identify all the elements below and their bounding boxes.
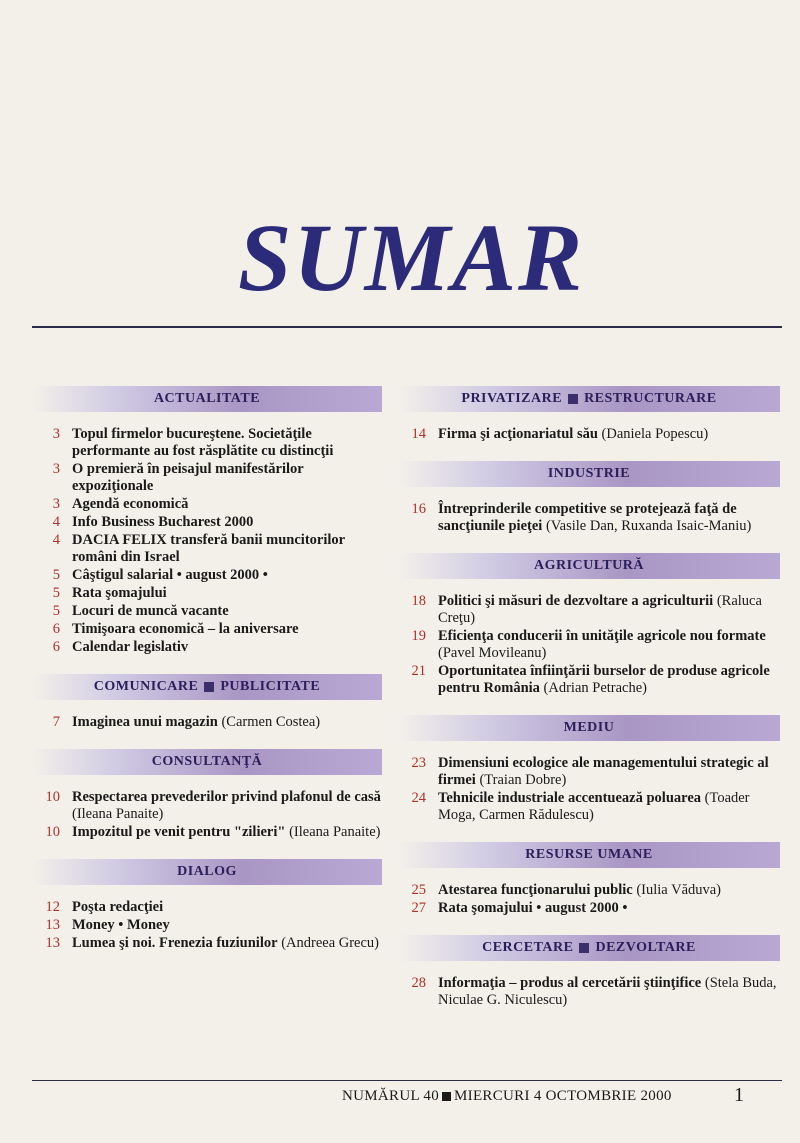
toc-entry[interactable] [32, 639, 382, 656]
toc-entry-title: DACIA FELIX transferă banii muncitorilor români din Israel [72, 532, 345, 565]
toc-entry[interactable] [398, 426, 780, 443]
toc-entry-text [438, 900, 780, 917]
toc-page-number: 28 [411, 975, 426, 991]
toc-entry[interactable] [32, 935, 382, 952]
toc-entry[interactable] [398, 882, 780, 899]
toc-entry-title: Eficienţa conducerii în unităţile agricole nou formate [438, 628, 766, 644]
toc-entry-author: (Pavel Movileanu) [438, 645, 547, 661]
section [398, 715, 780, 824]
toc-page-number: 3 [52, 461, 60, 477]
toc-page-number: 19 [411, 628, 426, 644]
section-heading: RESURSE UMANE [398, 842, 780, 868]
section-heading: CONSULTANŢĂ [32, 749, 382, 775]
separator-square-icon [204, 682, 214, 692]
section-heading-part: PUBLICITATE [220, 679, 321, 694]
toc-entry[interactable] [32, 714, 382, 731]
toc-entry-title: Întreprinderile competitive se protejează faţă de sancţiunile pieţei [438, 501, 737, 534]
toc-entry-text [72, 532, 382, 566]
toc-entry-author: (Carmen Costea) [217, 714, 321, 730]
section-heading: DIALOG [32, 859, 382, 885]
toc-entry-text [72, 496, 382, 513]
toc-entry[interactable] [32, 496, 382, 513]
issue-number: NUMĂRUL 40 [342, 1088, 440, 1104]
toc-page-number: 5 [52, 585, 60, 601]
toc-entry-title: Câştigul salarial • august 2000 • [72, 567, 268, 583]
toc-entry-text [438, 663, 780, 697]
toc-entry-title: O premieră în peisajul manifestărilor expoziţionale [72, 461, 304, 494]
toc-entry-text [438, 501, 780, 535]
section-heading: AGRICULTURĂ [398, 553, 780, 579]
toc-page-number: 25 [411, 882, 426, 898]
toc-entry-author: (Ileana Panaite) [72, 806, 164, 822]
section [398, 461, 780, 535]
section-heading [398, 935, 780, 961]
toc-page-number: 3 [52, 496, 60, 512]
toc-page-number: 6 [52, 621, 60, 637]
toc-page-number: 23 [411, 755, 426, 771]
toc-page-number: 18 [411, 593, 426, 609]
title-rule [32, 326, 782, 328]
section-heading-part: COMUNICARE [93, 679, 199, 694]
section-heading-part: DEZVOLTARE [595, 940, 696, 955]
toc-entry-text [72, 567, 382, 584]
toc-entry[interactable] [32, 621, 382, 638]
toc-page-number: 7 [52, 714, 60, 730]
toc-entry-author: (Vasile Dan, Ruxanda Isaic-Maniu) [542, 518, 752, 534]
toc-entry-author: (Raluca Creţu) [438, 593, 762, 626]
toc-entry[interactable] [32, 461, 382, 495]
toc-entry[interactable] [398, 900, 780, 917]
section [32, 674, 382, 731]
section-heading-part: PRIVATIZARE [461, 391, 563, 406]
toc-page-number: 4 [52, 514, 60, 530]
toc-entry-title: Agendă economică [72, 496, 189, 512]
toc-entry-text [72, 639, 382, 656]
toc-entry[interactable] [398, 663, 780, 697]
section-heading [32, 674, 382, 700]
toc-entry[interactable] [32, 514, 382, 531]
toc-entry-title: Rata şomajului [72, 585, 167, 601]
toc-entry[interactable] [32, 899, 382, 916]
section [398, 553, 780, 697]
toc-entry-title: Poşta redacţiei [72, 899, 164, 915]
toc-entry-text [438, 593, 780, 627]
toc-entry-title: Oportunitatea înfiinţării burselor de produse agricole pentru România [438, 663, 770, 696]
toc-entry[interactable] [32, 789, 382, 823]
toc-entry[interactable] [398, 790, 780, 824]
toc-entry-title: Dimensiuni ecologice ale managementului strategic al firmei [438, 755, 769, 788]
toc-entry[interactable] [32, 426, 382, 460]
toc-page-number: 13 [45, 917, 60, 933]
section-heading: INDUSTRIE [398, 461, 780, 487]
section [32, 386, 382, 656]
toc-entry-title: Informaţia – produs al cercetării ştiinţifice [438, 975, 702, 991]
toc-entry-author: (Iulia Văduva) [632, 882, 722, 898]
toc-entry-text [438, 426, 780, 443]
section [398, 842, 780, 917]
toc-entry-title: Imaginea unui magazin [72, 714, 218, 730]
section-heading [398, 386, 780, 412]
toc-entry-author: (Stela Buda, Niculae G. Niculescu) [438, 975, 777, 1008]
separator-square-icon [442, 1092, 451, 1101]
toc-page-number: 12 [45, 899, 60, 915]
toc-entry-title: Impozitul pe venit pentru "zilieri" [72, 824, 286, 840]
toc-page-number: 21 [411, 663, 426, 679]
separator-square-icon [568, 394, 578, 404]
toc-entry-text [72, 603, 382, 620]
toc-entry-text [72, 789, 382, 823]
toc-page-number: 14 [411, 426, 426, 442]
toc-entry[interactable] [398, 593, 780, 627]
toc-entry[interactable] [32, 824, 382, 841]
toc-entry[interactable] [32, 603, 382, 620]
toc-entry-text [72, 917, 382, 934]
page-title: SUMAR [238, 204, 585, 311]
left-column [32, 386, 382, 970]
toc-page-number: 27 [411, 900, 426, 916]
toc-entry-text [72, 899, 382, 916]
toc-page-number: 16 [411, 501, 426, 517]
toc-entry-title: Lumea şi noi. Frenezia fuziunilor [72, 935, 278, 951]
toc-entry-author: (Daniela Popescu) [597, 426, 709, 442]
section-heading-part: CERCETARE [482, 940, 574, 955]
footer-issue-line [342, 1088, 672, 1105]
toc-entry-title: Calendar legislativ [72, 639, 189, 655]
toc-entry-title: Locuri de muncă vacante [72, 603, 229, 619]
toc-entry-text [72, 714, 382, 731]
section [32, 749, 382, 841]
toc-entry-title: Rata şomajului • august 2000 • [438, 900, 628, 916]
toc-page-number: 5 [52, 567, 60, 583]
toc-page-number: 24 [411, 790, 426, 806]
toc-entry[interactable] [398, 628, 780, 662]
toc-entry-author: (Ileana Panaite) [285, 824, 381, 840]
issue-date: MIERCURI 4 OCTOMBRIE 2000 [454, 1088, 672, 1104]
toc-entry-text [438, 755, 780, 789]
toc-page-number: 13 [45, 935, 60, 951]
toc-entry[interactable] [32, 532, 382, 566]
footer-rule [32, 1080, 782, 1081]
toc-entry-title: Atestarea funcţionarului public [438, 882, 633, 898]
page-number: 1 [734, 1084, 744, 1106]
toc-page-number: 10 [45, 789, 60, 805]
toc-entry[interactable] [398, 755, 780, 789]
section [398, 386, 780, 443]
toc-entry-title: Respectarea prevederilor privind plafonul de casă [72, 789, 381, 805]
toc-entry[interactable] [398, 975, 780, 1009]
toc-entry-text [72, 824, 382, 841]
toc-entry-author: (Toader Moga, Carmen Rădulescu) [438, 790, 750, 823]
section [398, 935, 780, 1009]
section-heading: MEDIU [398, 715, 780, 741]
toc-entry-title: Politici şi măsuri de dezvoltare a agriculturii [438, 593, 714, 609]
toc-page-number: 3 [52, 426, 60, 442]
toc-entry[interactable] [398, 501, 780, 535]
toc-page-number: 4 [52, 532, 60, 548]
toc-entry-title: Info Business Bucharest 2000 [72, 514, 254, 530]
toc-page-number: 10 [45, 824, 60, 840]
toc-entry-author: (Adrian Petrache) [539, 680, 648, 696]
toc-entry[interactable] [32, 567, 382, 584]
toc-entry-title: Tehnicile industriale accentuează poluarea [438, 790, 702, 806]
separator-square-icon [579, 943, 589, 953]
section-heading-part: RESTRUCTURARE [584, 391, 717, 406]
toc-entry-text [438, 790, 780, 824]
toc-entry-text [72, 621, 382, 638]
toc-entry-text [72, 935, 382, 952]
toc-entry-text [438, 628, 780, 662]
toc-entry-title: Money • Money [72, 917, 170, 933]
toc-page-number: 6 [52, 639, 60, 655]
toc-entry-title: Topul firmelor bucureştene. Societăţile performante au fost răsplătite cu distincţii [72, 426, 334, 459]
toc-entry-author: (Traian Dobre) [475, 772, 567, 788]
section-heading: ACTUALITATE [32, 386, 382, 412]
toc-entry-text [72, 585, 382, 602]
toc-entry-text [72, 461, 382, 495]
toc-entry[interactable] [32, 585, 382, 602]
section [32, 859, 382, 952]
toc-entry-title: Firma şi acţionariatul său [438, 426, 598, 442]
toc-entry-author: (Andreea Grecu) [277, 935, 379, 951]
right-column [398, 386, 780, 1027]
toc-entry-text [438, 975, 780, 1009]
toc-entry[interactable] [32, 917, 382, 934]
toc-page-number: 5 [52, 603, 60, 619]
toc-entry-text [72, 514, 382, 531]
toc-entry-text [72, 426, 382, 460]
toc-entry-title: Timişoara economică – la aniversare [72, 621, 299, 637]
toc-entry-text [438, 882, 780, 899]
